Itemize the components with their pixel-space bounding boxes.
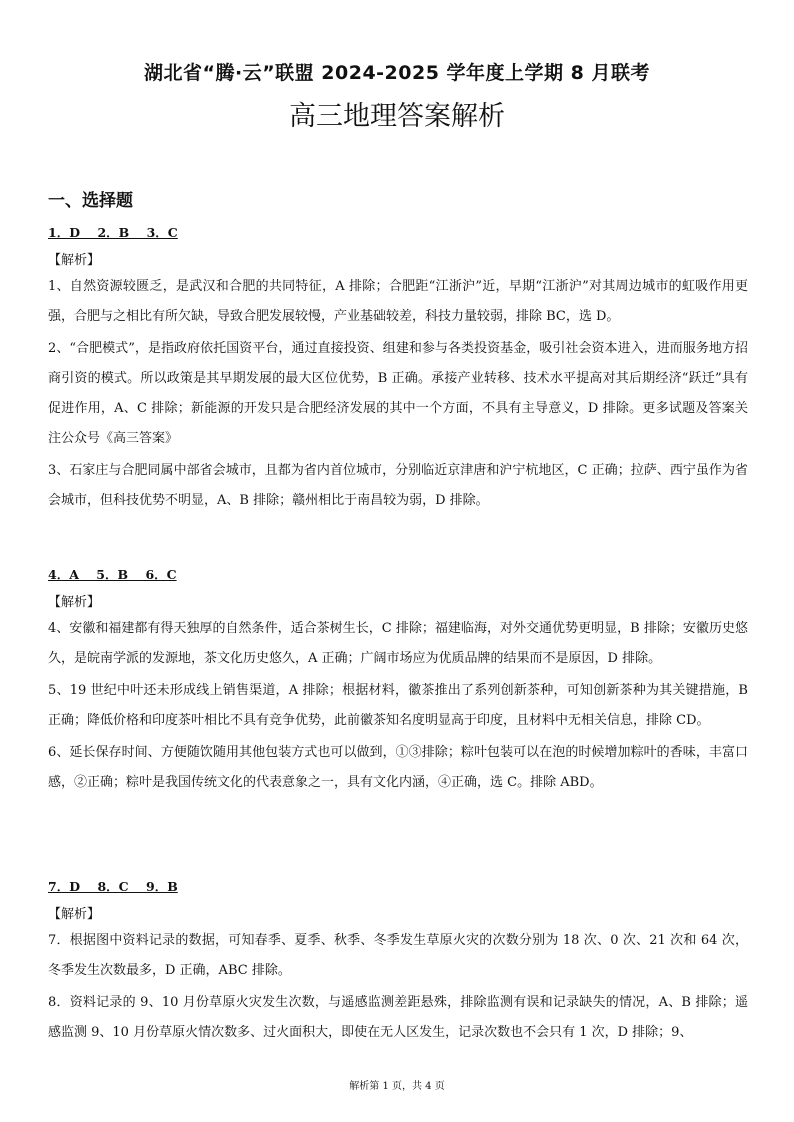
page-footer: 解析第 1 页，共 4 页 — [349, 1081, 445, 1092]
explanation-paragraph: 7．根据图中资料记录的数据，可知春季、夏季、秋季、冬季发生草原火灾的次数分别为 18 次、0 次、21 次和 64 次，冬季发生次数最多，D 正确，ABC 排除。 — [48, 933, 748, 978]
analysis-label: 【解析】 — [48, 253, 101, 268]
answer-key-line: 7．D 8．C 9．B — [48, 879, 178, 894]
explanation-paragraph: 4、安徽和福建都有得天独厚的自然条件，适合茶树生长，C 排除；福建临海，对外交通优势更明显，B 排除；安徽历史悠久，是皖南学派的发源地，茶文化历史悠久，A 正确；广阔市场应为优质品牌的结果而不是原因，D 排除。 — [48, 621, 748, 666]
analysis-label: 【解析】 — [48, 907, 101, 922]
document-subtitle: 高三地理答案解析 — [289, 101, 505, 132]
answer-key-line: 4．A 5．B 6．C — [48, 567, 177, 582]
answer-group-3 — [48, 878, 748, 1048]
answer-group-2 — [48, 566, 748, 798]
explanation-paragraph: 3、石家庄与合肥同属中部省会城市，且都为省内首位城市，分别临近京津唐和沪宁杭地区，C 正确；拉萨、西宁虽作为省会城市，但科技优势不明显，A、B 排除；赣州相比于南昌较为弱，D 排除。 — [48, 463, 748, 508]
answer-group-1 — [48, 224, 748, 516]
explanation-paragraph: 6、延长保存时间、方便随饮随用其他包装方式也可以做到，①③排除；粽叶包装可以在泡的时候增加粽叶的香味，丰富口感，②正确；粽叶是我国传统文化的代表意象之一，具有文化内涵，④正确，选 C。排除 ABD。 — [48, 745, 748, 790]
analysis-label: 【解析】 — [48, 595, 101, 610]
explanation-paragraph: 1、自然资源较匮乏，是武汉和合肥的共同特征，A 排除；合肥距“江浙沪”近，早期“江浙沪”对其周边城市的虹吸作用更强，合肥与之相比有所欠缺，导致合肥发展较慢，产业基础较差，科技力量较弱，排除 BC，选 D。 — [48, 279, 748, 324]
section-heading: 一、选择题 — [48, 191, 133, 211]
exam-title: 湖北省“腾·云”联盟 2024-2025 学年度上学期 8 月联考 — [143, 62, 651, 84]
explanation-paragraph: 8．资料记录的 9、10 月份草原火灾发生次数，与遥感监测差距悬殊，排除监测有误和记录缺失的情况，A、B 排除；遥感监测 9、10 月份草原火情次数多、过火面积大，即使在无人区发生，记录次数也不会只有 1 次，D 排除；9、 — [48, 995, 748, 1040]
answer-key-line: 1．D 2．B 3．C — [48, 225, 178, 240]
explanation-paragraph: 2、“合肥模式”，是指政府依托国资平台，通过直接投资、组建和参与各类投资基金，吸引社会资本进入，进而服务地方招商引资的模式。所以政策是其早期发展的最大区位优势，B 正确。承接产业转移、技术水平提高对其后期经济“跃迁”具有促进作用，A、C 排除；新能源的开发只是合肥经济发展的其中一个方面，不具有主导意义，D 排除。更多试题及答案关注公众号《高三答案》 — [48, 341, 748, 446]
explanation-paragraph: 5、19 世纪中叶还未形成线上销售渠道，A 排除；根据材料，徽茶推出了系列创新茶种，可知创新茶种为其关键措施，B 正确；降低价格和印度茶叶相比不具有竞争优势，此前徽茶知名度明显高于印度，且材料中无相关信息，排除 CD。 — [48, 683, 748, 728]
